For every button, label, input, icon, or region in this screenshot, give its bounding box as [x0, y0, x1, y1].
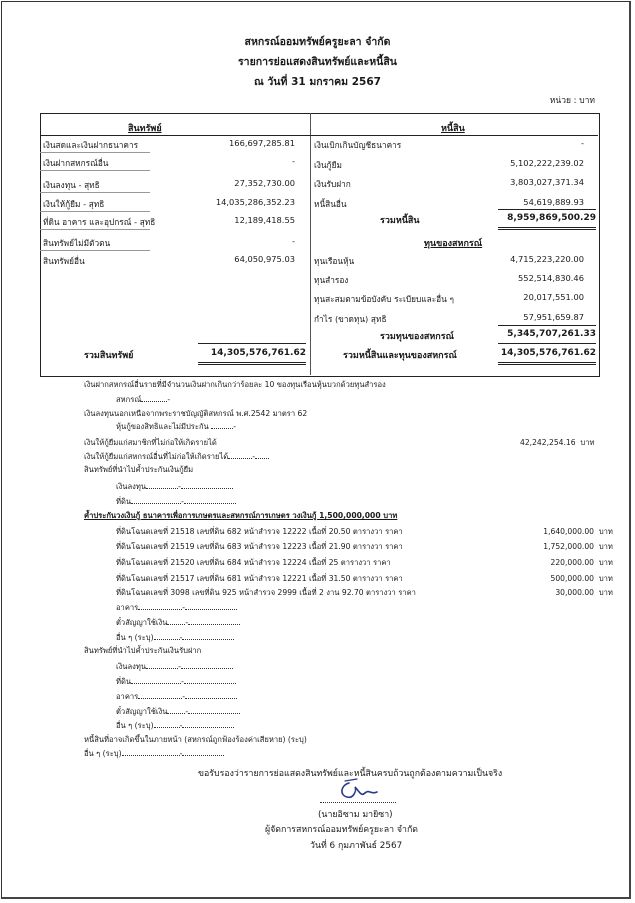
collateral-item: ที่ดินโฉนดเลขที่ 3098 เลขที่ดิน 925 หน้าสำรวจ 2999 เนื้อที่ 2 งาน 92.70 ตารางวา ราคา [116, 588, 416, 597]
equity-total-value: 5,345,707,261.33 [507, 329, 596, 339]
dotted-fill [182, 755, 224, 756]
asset-value: 12,189,418.55 [234, 215, 295, 225]
asset-label: เงินฝากสหกรณ์อื่น [43, 158, 109, 168]
liability-label: หนี้สินอื่น [314, 199, 347, 209]
note-loan-collateral: สินทรัพย์ที่นำไปค้ำประกันเงินกู้ยืม [84, 465, 194, 474]
liability-label: เงินรับฝาก [314, 179, 351, 189]
liability-label: เงินกู้ยืม [314, 160, 342, 170]
note-investments-sec62: เงินลงทุนนอกเหนือจากพระราชบัญญัติสหกรณ์ พ.ศ.2542 มาตรา 62 [84, 409, 308, 418]
collateral-unit: บาท [598, 558, 613, 567]
asset-label: สินทรัพย์ไม่มีตัวตน [43, 238, 111, 248]
dotted-fill [167, 624, 185, 625]
liabilities-total-value: 8,959,869,500.29 [507, 213, 596, 223]
dotted-fill [188, 624, 240, 625]
equity-label: ทุนสำรอง [314, 275, 349, 285]
contingent-liabilities: หนี้สินที่อาจเกิดขึ้นในภายหน้า (สหกรณ์ถูกฟ้องร้องค่าเสียหาย) (ระบุ) [84, 735, 307, 744]
equity-value: 552,514,830.46 [518, 273, 584, 283]
collateral-amount: 30,000.00 [555, 588, 594, 597]
dotted-fill [255, 458, 269, 459]
equity-label: กำไร (ขาดทุน) สุทธิ [314, 314, 387, 324]
dotted-fill [184, 503, 236, 504]
note-text: ตั๋วสัญญาใช้เงิน [116, 618, 168, 627]
dotted-fill [188, 713, 240, 714]
collateral-value [520, 573, 613, 585]
row-rule [40, 152, 150, 153]
liabilities-heading: หนี้สิน [441, 124, 465, 134]
note-line [116, 481, 233, 493]
note-tail: - [185, 618, 189, 627]
note-unit: บาท [580, 438, 595, 447]
note-text: ที่ดิน [116, 677, 132, 686]
note-tail: - [181, 497, 184, 506]
collateral-amount: 220,000.00 [550, 558, 594, 567]
collateral-item: ที่ดินโฉนดเลขที่ 21519 เลขที่ดิน 683 หน้าสำรวจ 12223 เนื้อที่ 21.90 ตารางวา ราคา [116, 542, 403, 551]
note-line [84, 748, 224, 760]
note-tail: - [179, 633, 183, 642]
asset-value: 27,352,730.00 [234, 178, 295, 188]
note-text: ตั๋วสัญญาใช้เงิน [116, 707, 168, 716]
note-npl-members-value [520, 437, 594, 449]
certification-statement: ขอรับรองว่ารายการย่อแสดงสินทรัพย์และหนี้สินครบถ้วนถูกต้องตามความเป็นจริง [198, 769, 503, 779]
liability-value: 54,619,889.93 [523, 197, 584, 207]
assets-subtotal-rule [198, 343, 306, 344]
dotted-fill [181, 668, 233, 669]
note-line [116, 617, 240, 629]
asset-value: - [292, 156, 295, 166]
dotted-fill [154, 727, 180, 728]
note-line [84, 451, 269, 463]
note-text: ที่ดิน [116, 497, 132, 506]
equity-value: 4,715,223,220.00 [510, 254, 584, 264]
note-tail: - [185, 707, 189, 716]
collateral-value [520, 557, 613, 569]
note-line [116, 720, 234, 732]
dotted-fill [131, 683, 181, 684]
collateral-item: ที่ดินโฉนดเลขที่ 21517 เลขที่ดิน 681 หน้าสำรวจ 12221 เนื้อที่ 31.50 ตารางวา ราคา [116, 574, 403, 583]
note-value: 42,242,254.16 [520, 438, 576, 447]
note-line [116, 602, 237, 614]
dotted-fill [146, 668, 178, 669]
asset-label: เงินลงทุน - สุทธิ [43, 180, 100, 190]
signer-name: (นายอิซาม มายิซา) [318, 810, 393, 820]
collateral-value [520, 541, 613, 553]
note-text: เงินลงทุน [116, 482, 147, 491]
collateral-amount: 1,752,000.00 [543, 542, 594, 551]
signature-graphic [335, 777, 381, 803]
note-line [116, 632, 234, 644]
equity-value: 20,017,551.00 [523, 292, 584, 302]
liability-value: 5,102,222,239.02 [510, 158, 584, 168]
signer-title: ผู้จัดการสหกรณ์ออมทรัพย์ครูยะลา จำกัด [265, 825, 418, 835]
dotted-fill [228, 458, 252, 459]
equity-subtotal-rule [498, 325, 596, 326]
equity-heading: ทุนของสหกรณ์ [424, 239, 483, 249]
dotted-fill [211, 428, 233, 429]
assets-total-label: รวมสินทรัพย์ [84, 351, 134, 361]
collateral-unit: บาท [598, 527, 613, 536]
liabilities-heading-rule [310, 135, 598, 136]
dotted-fill [184, 683, 236, 684]
dotted-fill [138, 698, 182, 699]
note-text: สหกรณ์ [116, 395, 142, 404]
note-line [116, 676, 236, 688]
doc-title: รายการย่อแสดงสินทรัพย์และหนี้สิน [238, 56, 397, 68]
collateral-amount: 1,640,000.00 [543, 527, 594, 536]
note-text: อื่น ๆ (ระบุ) [116, 721, 154, 730]
dotted-fill [141, 401, 167, 402]
row-rule [40, 211, 150, 212]
collateral-amount: 500,000.00 [550, 574, 594, 583]
liabilities-total-double-rule [498, 227, 596, 230]
dotted-fill [122, 755, 180, 756]
grand-total-double-rule [498, 362, 596, 365]
note-tail: - [182, 603, 185, 612]
note-text: อาคาร [116, 603, 139, 612]
dotted-fill [167, 713, 185, 714]
as-of-date: ณ วันที่ 31 มกราคม 2567 [254, 76, 381, 88]
asset-label: เงินให้กู้ยืม - สุทธิ [43, 199, 105, 209]
dotted-fill [154, 639, 180, 640]
asset-label: เงินสดและเงินฝากธนาคาร [43, 140, 139, 150]
assets-heading-rule [40, 135, 310, 136]
grand-total-label: รวมหนี้สินและทุนของสหกรณ์ [343, 351, 457, 361]
dotted-fill [185, 609, 237, 610]
grand-total-value: 14,305,576,761.62 [500, 348, 596, 358]
note-line [116, 691, 237, 703]
collateral-value [520, 587, 613, 599]
collateral-item: ที่ดินโฉนดเลขที่ 21520 เลขที่ดิน 684 หน้าสำรวจ 12224 เนื้อที่ 25 ตารางวา ราคา [116, 558, 391, 567]
asset-label: ที่ดิน อาคาร และอุปกรณ์ - สุทธิ [43, 217, 156, 227]
note-tail: - [182, 692, 185, 701]
row-rule [40, 229, 150, 230]
note-text: หุ้นกู้ของสิทธิและไม่มีประกัน [116, 422, 209, 431]
org-name: สหกรณ์ออมทรัพย์ครูยะลา จำกัด [244, 36, 391, 48]
unit-label: หน่วย : บาท [549, 96, 595, 106]
note-npl-members: เงินให้กู้ยืมแก่สมาชิกที่ไม่ก่อให้เกิดรายได้ [84, 438, 217, 447]
asset-value: 14,035,286,352.23 [215, 197, 295, 207]
equity-label: ทุนสะสมตามข้อบังคับ ระเบียบและอื่น ๆ [314, 294, 454, 304]
collateral-unit: บาท [598, 588, 613, 597]
assets-heading: สินทรัพย์ [128, 124, 162, 134]
note-line [116, 706, 240, 718]
note-tail: - [178, 662, 181, 671]
sign-date: วันที่ 6 กุมภาพันธ์ 2567 [310, 841, 403, 851]
equity-value: 57,951,659.87 [523, 312, 584, 322]
signature-line [320, 802, 396, 803]
liability-label: เงินเบิกเกินบัญชีธนาคาร [314, 140, 402, 150]
dotted-fill [131, 503, 181, 504]
note-tail: - [179, 749, 183, 758]
assets-total-double-rule [198, 362, 306, 365]
collateral-heading: ค้ำประกันวงเงินกู้ ธนาคารเพื่อการเกษตรและสหกรณ์การเกษตร วงเงินกู้ 1,500,000,000 บาท [84, 511, 398, 520]
dotted-fill [182, 639, 234, 640]
note-text: เงินให้กู้ยืมแก่สหกรณ์อื่นที่ไม่ก่อให้เกิดรายได้ [84, 452, 229, 461]
note-line [116, 394, 170, 406]
asset-value: - [292, 236, 295, 246]
note-text: อื่น ๆ (ระบุ) [116, 633, 154, 642]
asset-value: 64,050,975.03 [234, 254, 295, 264]
collateral-item: ที่ดินโฉนดเลขที่ 21518 เลขที่ดิน 682 หน้าสำรวจ 12222 เนื้อที่ 20.50 ตารางวา ราคา [116, 527, 403, 536]
note-deposits-other-coops: เงินฝากสหกรณ์อื่นรายที่มีจำนวนเงินฝากเกินกว่าร้อยละ 10 ของทุนเรือนหุ้นบวกด้วยทุนสำรอง [84, 380, 386, 389]
dotted-fill [138, 609, 182, 610]
dotted-fill [182, 727, 234, 728]
assets-total-value: 14,305,576,761.62 [210, 348, 306, 358]
note-text: เงินลงทุน [116, 662, 147, 671]
liabilities-total-label: รวมหนี้สิน [380, 216, 420, 226]
dotted-fill [146, 488, 178, 489]
liabilities-subtotal-rule [498, 209, 596, 210]
note-tail: - [252, 452, 255, 461]
note-tail: - [179, 721, 183, 730]
note-tail: - [167, 395, 171, 404]
collateral-unit: บาท [598, 574, 613, 583]
row-rule [40, 192, 150, 193]
note-text: อาคาร [116, 692, 139, 701]
collateral-value [520, 526, 613, 538]
row-rule [40, 170, 150, 171]
collateral-unit: บาท [598, 542, 613, 551]
liability-value: 3,803,027,371.34 [510, 177, 584, 187]
asset-label: สินทรัพย์อื่น [43, 256, 85, 266]
note-line [116, 421, 236, 433]
deposit-collateral-heading: สินทรัพย์ที่นำไปค้ำประกันเงินรับฝาก [84, 646, 202, 655]
row-rule [40, 250, 150, 251]
asset-value: 166,697,285.81 [229, 138, 295, 148]
note-line [116, 496, 236, 508]
note-tail: - [181, 677, 184, 686]
note-text: อื่น ๆ (ระบุ) [84, 749, 122, 758]
note-tail: - [233, 422, 236, 431]
liability-value: - [581, 138, 584, 148]
dotted-fill [185, 698, 237, 699]
dotted-fill [181, 488, 233, 489]
note-tail: - [178, 482, 181, 491]
note-line [116, 661, 233, 673]
equity-total-rule [498, 343, 596, 344]
equity-label: ทุนเรือนหุ้น [314, 256, 355, 266]
equity-total-label: รวมทุนของสหกรณ์ [380, 332, 454, 342]
column-divider [310, 113, 311, 375]
